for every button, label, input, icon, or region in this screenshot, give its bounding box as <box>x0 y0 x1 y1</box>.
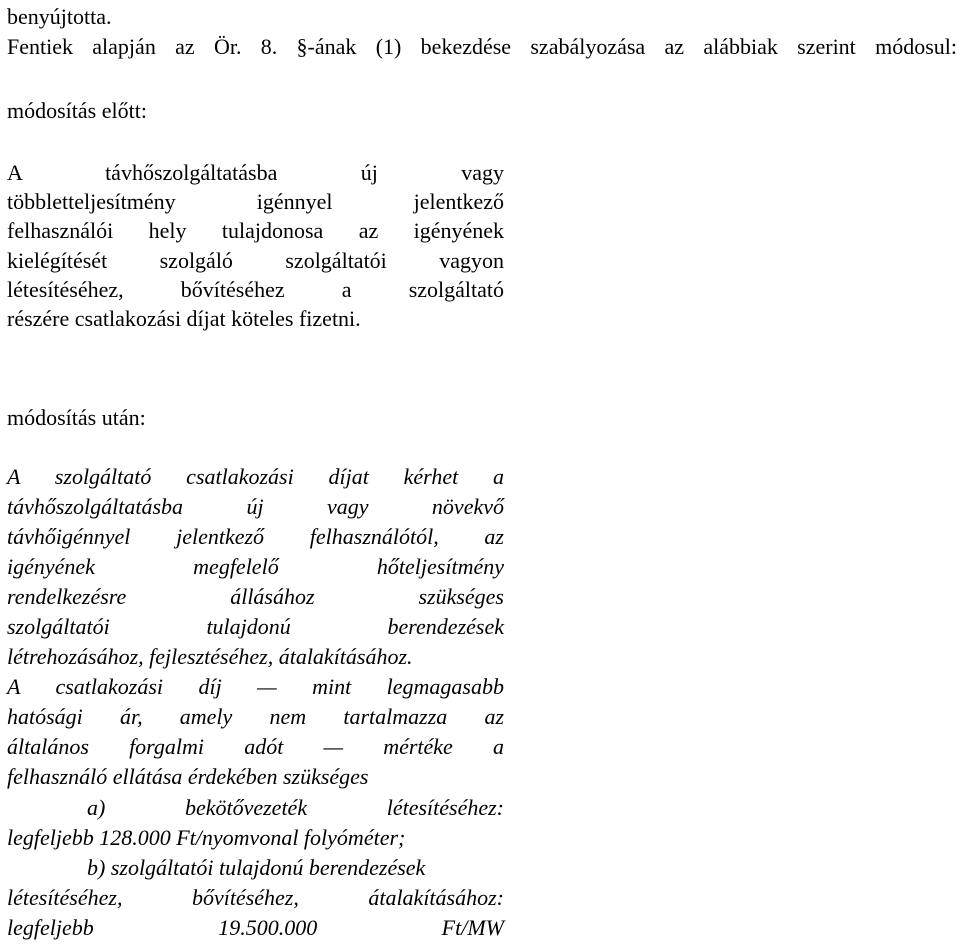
before-line: részére csatlakozási díjat köteles fizetni. <box>7 306 361 331</box>
after-line: szolgáltatói tulajdonú berendezések <box>7 614 504 639</box>
after-heading: módosítás után: <box>7 405 146 430</box>
after-line: rendelkezésre állásához szükséges <box>7 584 504 609</box>
before-line: A távhőszolgáltatásba új vagy <box>7 160 504 185</box>
after-line: A szolgáltató csatlakozási díjat kérhet a <box>7 464 504 489</box>
after-line: igényének megfelelő hőteljesítmény <box>7 554 504 579</box>
after-line: létesítéséhez, bővítéséhez, átalakításához: <box>7 885 504 910</box>
after-line: távhőszolgáltatásba új vagy növekvő <box>7 494 504 519</box>
intro-line-1: benyújtotta. <box>7 4 112 29</box>
before-line: többletteljesítmény igénnyel jelentkező <box>7 189 504 214</box>
before-line: létesítéséhez, bővítéséhez a szolgáltató <box>7 277 504 302</box>
before-line: felhasználói hely tulajdonosa az igényének <box>7 218 504 243</box>
after-line: általános forgalmi adót — mértéke a <box>7 734 504 759</box>
after-line-item-b: b) szolgáltatói tulajdonú berendezések <box>87 855 426 880</box>
before-line: kielégítését szolgáló szolgáltatói vagyon <box>7 248 504 273</box>
after-line: hatósági ár, amely nem tartalmazza az <box>7 704 504 729</box>
after-line: felhasználó ellátása érdekében szükséges <box>7 764 369 789</box>
after-line: legfeljebb 128.000 Ft/nyomvonal folyóméter; <box>7 825 406 850</box>
after-line: A csatlakozási díj — mint legmagasabb <box>7 674 504 699</box>
after-line: legfeljebb 19.500.000 Ft/MW <box>7 915 504 940</box>
after-line-item-a: a) bekötővezeték létesítéséhez: <box>87 795 504 820</box>
after-line: távhőigénnyel jelentkező felhasználótól, az <box>7 524 504 549</box>
intro-line-2: Fentiek alapján az Ör. 8. §-ának (1) bekezdése szabályozása az alábbiak szerint módosul: <box>7 34 957 59</box>
after-line: létrehozásához, fejlesztéséhez, átalakításához. <box>7 644 413 669</box>
before-heading: módosítás előtt: <box>7 98 147 123</box>
